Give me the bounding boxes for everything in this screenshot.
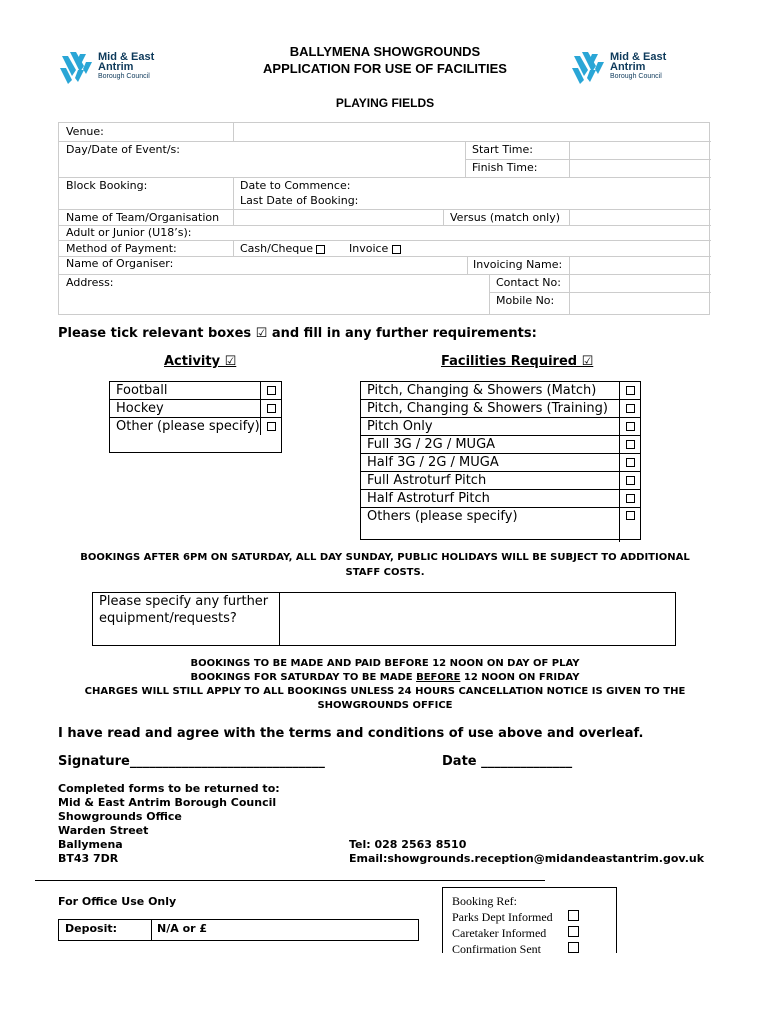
header-title: BALLYMENA SHOWGROUNDS	[289, 44, 481, 59]
facility-checkbox[interactable]	[626, 386, 635, 395]
cancellation-notice: CHARGES WILL STILL APPLY TO ALL BOOKINGS UNLESS 24 HOURS CANCELLATION NOTICE IS GIVEN TO THE	[84, 686, 686, 697]
facility-item: Full Astroturf Pitch	[361, 472, 620, 489]
facility-checkbox[interactable]	[626, 494, 635, 503]
saturday-notice-before: BEFORE	[416, 672, 461, 683]
booking-ref-box	[442, 887, 617, 953]
versus-label: Versus (match only)	[450, 211, 561, 224]
invoicing-name-label: Invoicing Name:	[473, 258, 563, 271]
facility-item: Pitch Only	[361, 418, 620, 435]
saturday-notice-part3: 12 NOON ON FRIDAY	[460, 672, 580, 683]
invoice-option[interactable]	[349, 242, 401, 255]
header-title-2: APPLICATION FOR USE OF FACILITIES	[263, 61, 507, 76]
facility-item: Pitch, Changing & Showers (Match)	[361, 382, 620, 399]
deposit-box	[58, 919, 419, 941]
confirmation-sent-label: Confirmation Sent	[452, 942, 541, 953]
cash-cheque-checkbox[interactable]	[316, 245, 325, 254]
council-name-line1: Mid & East	[610, 51, 667, 63]
facility-checkbox[interactable]	[626, 458, 635, 467]
facility-item: Others (please specify)	[361, 508, 620, 542]
return-line: Ballymena	[58, 838, 123, 851]
caretaker-informed-checkbox[interactable]	[568, 926, 579, 937]
cash-cheque-label: Cash/Cheque	[240, 242, 313, 255]
facility-item: Full 3G / 2G / MUGA	[361, 436, 620, 453]
return-line: Warden Street	[58, 824, 149, 837]
council-name-line3: Borough Council	[610, 73, 662, 80]
start-time-label: Start Time:	[472, 143, 533, 156]
block-booking-label: Block Booking:	[66, 179, 148, 192]
organiser-label: Name of Organiser:	[66, 257, 174, 270]
instructions-text: Please tick relevant boxes ☑ and fill in any further requirements:	[58, 326, 537, 341]
activity-item-hockey: Hockey	[110, 400, 261, 417]
venue-label: Venue:	[66, 125, 104, 138]
return-line: Showgrounds Office	[58, 810, 182, 823]
caretaker-informed-label: Caretaker Informed	[452, 926, 547, 940]
other-activity-checkbox[interactable]	[267, 422, 276, 431]
last-date-label: Last Date of Booking:	[240, 194, 359, 207]
booking-form-table	[58, 122, 710, 315]
team-name-label: Name of Team/Organisation	[66, 211, 220, 224]
facility-checkbox[interactable]	[626, 422, 635, 431]
activity-item-other: Other (please specify)	[110, 418, 261, 435]
mobile-no-field[interactable]	[575, 294, 705, 308]
additional-costs-notice: BOOKINGS AFTER 6PM ON SATURDAY, ALL DAY SUNDAY, PUBLIC HOLIDAYS WILL BE SUBJECT TO ADDITIONAL	[80, 552, 690, 563]
council-name-line2: Antrim	[610, 61, 646, 73]
equipment-request-box	[92, 592, 676, 646]
activity-heading: Activity ☑	[164, 354, 237, 369]
booking-ref-label: Booking Ref:	[452, 894, 517, 908]
finish-time-label: Finish Time:	[472, 161, 538, 174]
facility-item: Pitch, Changing & Showers (Training)	[361, 400, 620, 417]
hockey-checkbox[interactable]	[267, 404, 276, 413]
facility-checkbox[interactable]	[626, 476, 635, 485]
return-address	[58, 782, 280, 866]
adult-junior-label: Adult or Junior (U18’s):	[66, 226, 192, 239]
header-subtitle: PLAYING FIELDS	[335, 96, 435, 110]
activity-list	[109, 381, 282, 453]
venue-field[interactable]	[239, 125, 705, 139]
saturday-booking-notice	[0, 672, 770, 683]
equipment-request-field[interactable]	[283, 595, 671, 643]
return-line: Mid & East Antrim Borough Council	[58, 796, 277, 809]
team-name-field[interactable]	[239, 211, 439, 225]
invoice-label: Invoice	[349, 242, 389, 255]
start-time-field[interactable]	[575, 143, 705, 157]
additional-costs-notice-2: STAFF COSTS.	[345, 567, 425, 578]
contact-no-field[interactable]	[575, 276, 705, 290]
facility-checkbox[interactable]	[626, 511, 635, 520]
mobile-no-label: Mobile No:	[496, 294, 555, 307]
event-date-label: Day/Date of Event/s:	[66, 143, 180, 156]
date-line[interactable]: Date ______________	[442, 754, 573, 769]
agreement-statement: I have read and agree with the terms and conditions of use above and overleaf.	[58, 726, 644, 741]
payment-method-label: Method of Payment:	[66, 242, 177, 255]
payment-deadline-notice: BOOKINGS TO BE MADE AND PAID BEFORE 12 NOON ON DAY OF PLAY	[190, 658, 580, 669]
contact-no-label: Contact No:	[496, 276, 561, 289]
parks-informed-checkbox[interactable]	[568, 910, 579, 921]
activity-item-football: Football	[110, 382, 261, 399]
football-checkbox[interactable]	[267, 386, 276, 395]
cancellation-notice-2: SHOWGROUNDS OFFICE	[317, 700, 453, 711]
council-name-line3: Borough Council	[98, 73, 150, 80]
cash-cheque-option[interactable]	[240, 242, 325, 255]
invoicing-name-field[interactable]	[575, 258, 705, 272]
return-line: BT43 7DR	[58, 852, 119, 865]
email-address: Email:showgrounds.reception@midandeastantrim.gov.uk	[349, 852, 705, 865]
versus-field[interactable]	[575, 211, 705, 225]
council-name-line2: Antrim	[98, 61, 134, 73]
invoice-checkbox[interactable]	[392, 245, 401, 254]
equipment-label: Please specify any further equipment/requests?	[99, 594, 269, 626]
telephone: Tel: 028 2563 8510	[349, 838, 467, 851]
deposit-label: Deposit:	[65, 922, 117, 935]
confirmation-sent-checkbox[interactable]	[568, 942, 579, 953]
facility-checkbox[interactable]	[626, 404, 635, 413]
facility-item: Half Astroturf Pitch	[361, 490, 620, 507]
address-label: Address:	[66, 276, 114, 289]
date-commence-label: Date to Commence:	[240, 179, 351, 192]
signature-line[interactable]: Signature______________________________	[58, 754, 325, 769]
council-name-line1: Mid & East	[98, 51, 155, 63]
facilities-list	[360, 381, 641, 540]
deposit-value[interactable]: N/A or £	[157, 922, 208, 935]
facility-item: Half 3G / 2G / MUGA	[361, 454, 620, 471]
contact-details	[349, 838, 704, 866]
office-use-heading: For Office Use Only	[58, 895, 177, 908]
facilities-heading: Facilities Required ☑	[441, 354, 594, 369]
divider	[35, 880, 545, 881]
return-heading: Completed forms to be returned to:	[58, 782, 280, 795]
saturday-notice-part1: BOOKINGS FOR SATURDAY TO BE MADE	[190, 672, 417, 683]
finish-time-field[interactable]	[575, 161, 705, 175]
facility-checkbox[interactable]	[626, 440, 635, 449]
parks-informed-label: Parks Dept Informed	[452, 910, 553, 924]
